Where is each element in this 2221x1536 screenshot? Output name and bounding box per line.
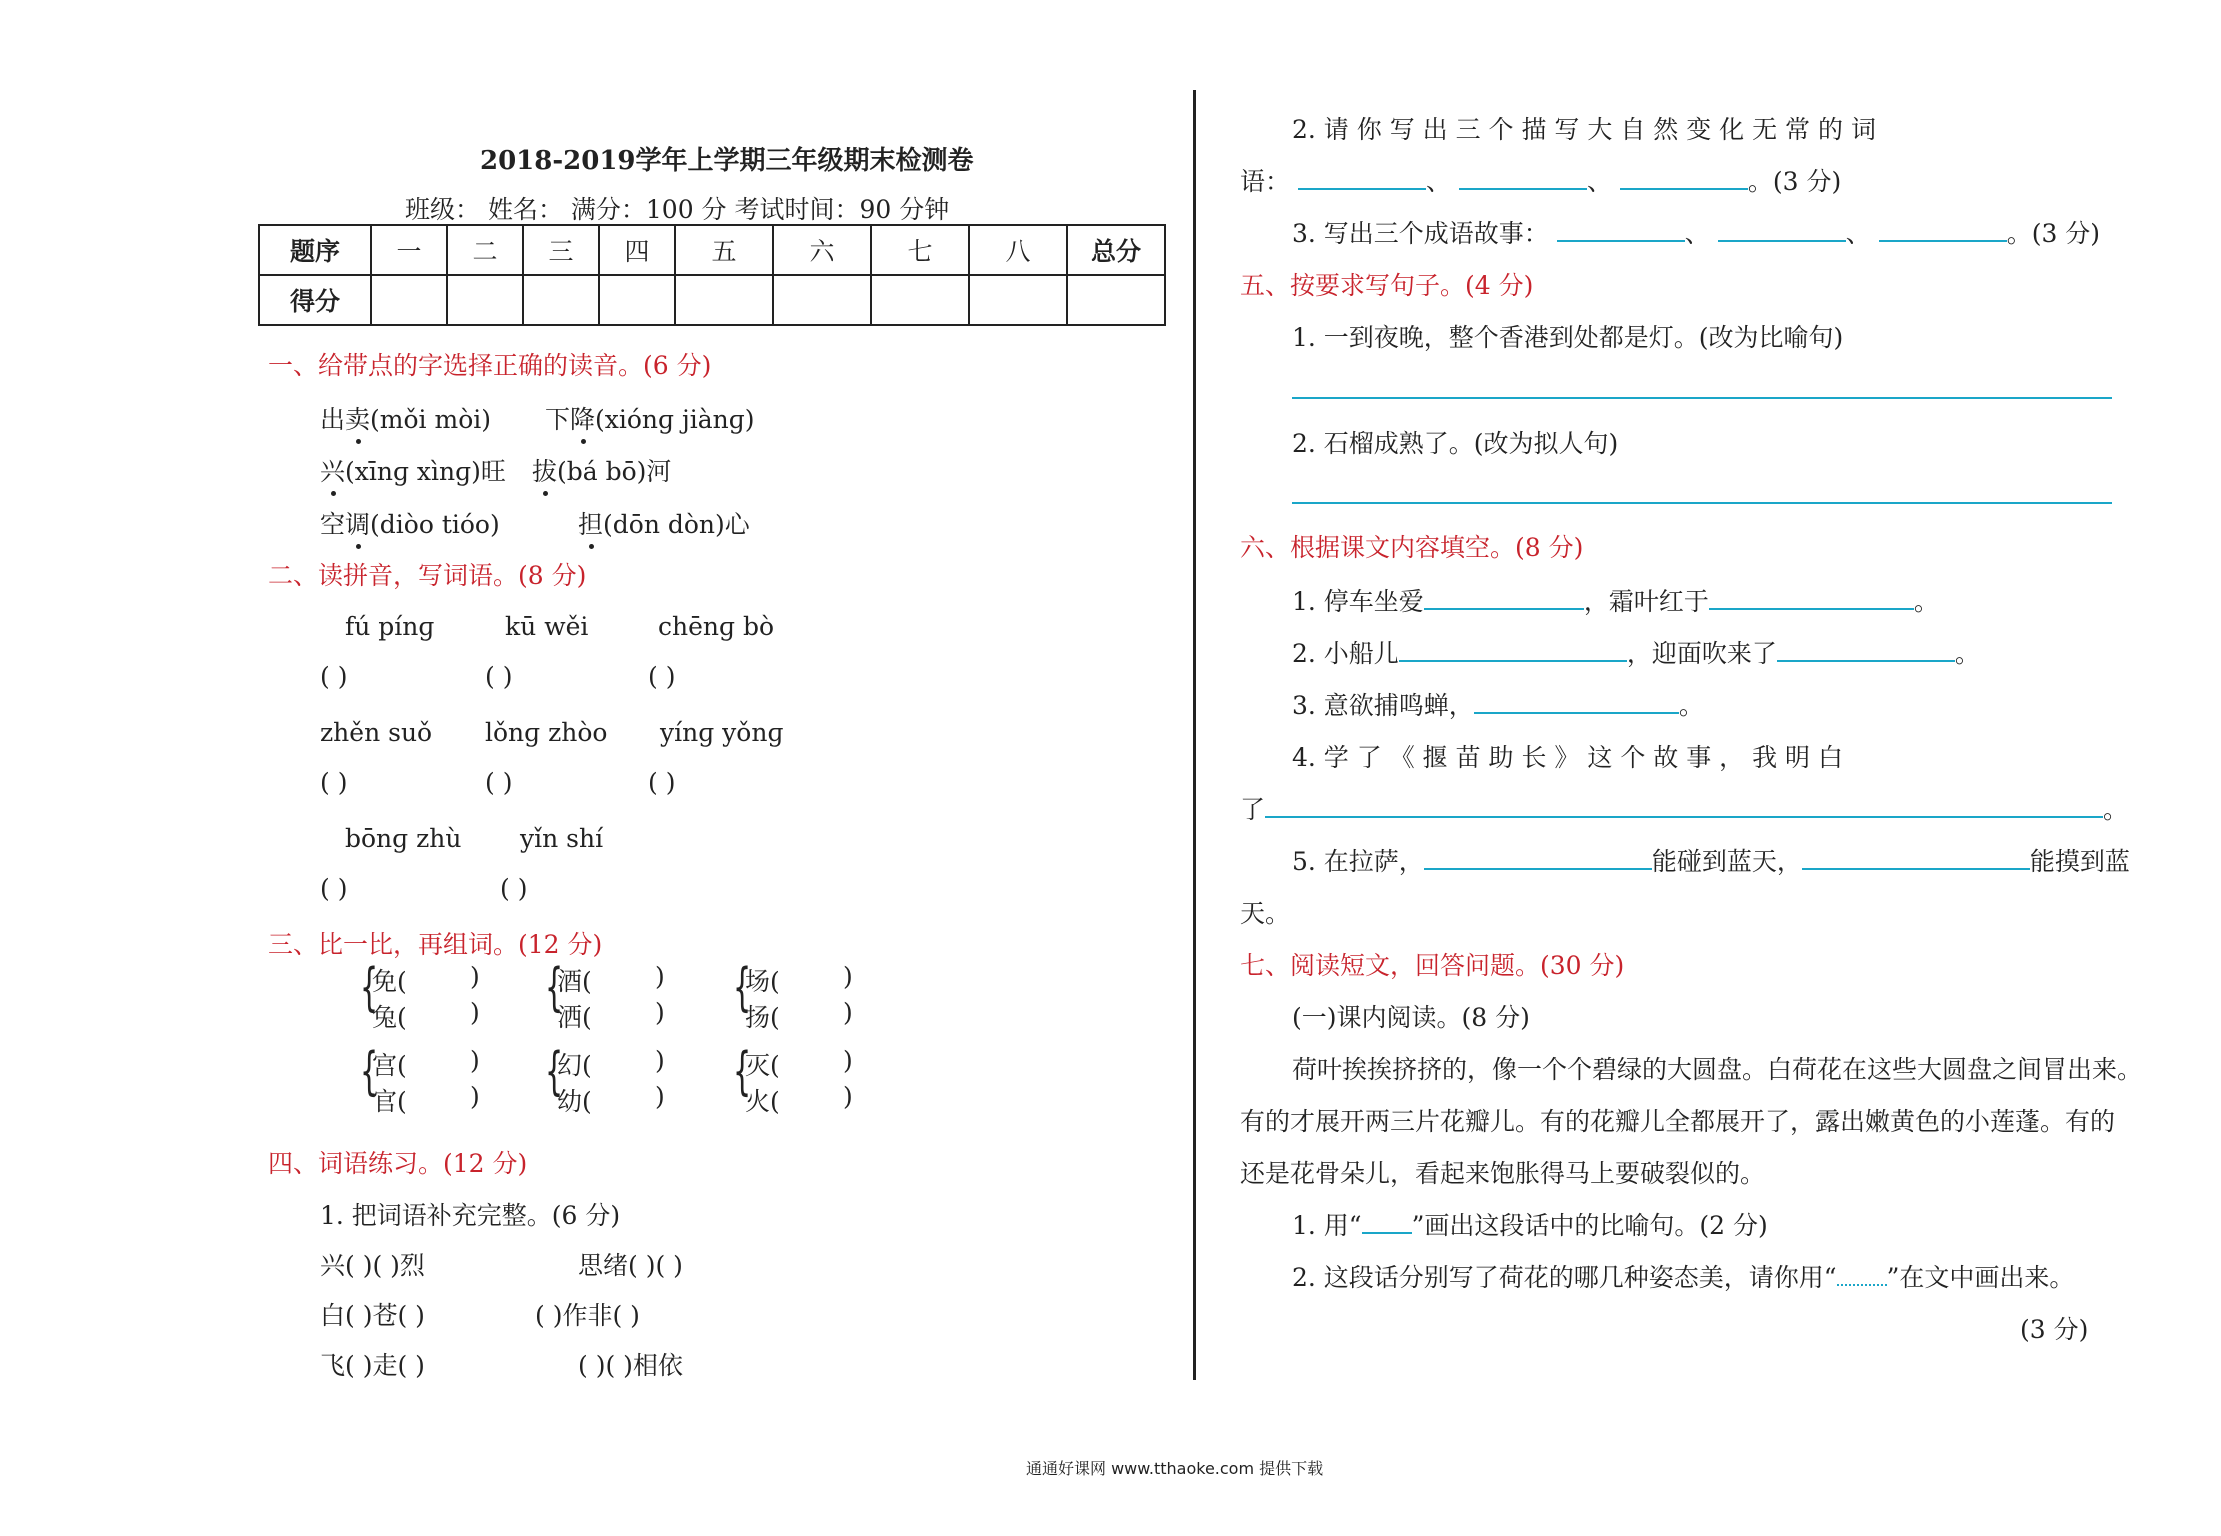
close-paren: )	[470, 962, 480, 991]
compare-char: 火(	[745, 1087, 780, 1116]
close-paren: )	[843, 1046, 853, 1075]
q3-label: 3. 写出三个成语故事：	[1292, 219, 1549, 248]
s7-q1	[1292, 1206, 1768, 1242]
q-text: 3. 意欲捕鸣蝉，	[1292, 691, 1474, 720]
compare-char: 兔(	[372, 1003, 407, 1032]
score-input-cell[interactable]	[969, 275, 1067, 325]
close-paren: )	[655, 1082, 665, 1111]
compare-char: 灭(	[745, 1051, 780, 1080]
s1-options: (xiónɡ jiànɡ)	[595, 405, 755, 434]
section-6-title: 六、根据课文内容填空。(8 分)	[1240, 533, 1584, 562]
s7-q2	[1292, 1258, 2074, 1294]
footer-source: 通通好课网 www.tthaoke.com 提供下载	[1026, 1459, 1324, 1478]
s1-item	[320, 452, 506, 488]
answer-blank[interactable]	[1424, 586, 1584, 610]
answer-paren[interactable]: ( )	[485, 768, 513, 797]
pinyin: chēnɡ bò	[658, 612, 775, 641]
q-text: 了	[1240, 795, 1266, 824]
answer-blank[interactable]	[1709, 586, 1914, 610]
close-paren: )	[843, 998, 853, 1027]
close-paren: )	[843, 1082, 853, 1111]
idiom-fill[interactable]: ( )( )相依	[578, 1351, 683, 1380]
dotted-char: 兴	[320, 452, 345, 488]
score-input-cell[interactable]	[675, 275, 773, 325]
score-input-cell[interactable]	[871, 275, 969, 325]
score-input-cell[interactable]	[523, 275, 599, 325]
section-1-title: 一、给带点的字选择正确的读音。(6 分)	[268, 351, 712, 380]
answer-paren[interactable]: ( )	[320, 662, 348, 691]
q-text: 5. 在拉萨，	[1292, 847, 1424, 876]
close-paren: )	[843, 962, 853, 991]
brace: {	[545, 958, 564, 1018]
q-text: 。	[1954, 639, 1980, 668]
score-header-cell: 一	[371, 225, 447, 275]
score-input-cell[interactable]	[371, 275, 447, 325]
dotted-char: 拔	[532, 452, 557, 488]
answer-paren[interactable]: ( )	[320, 768, 348, 797]
s1-item	[578, 505, 750, 541]
q-text: ”在文中画出来。	[1886, 1263, 2075, 1292]
s6-q2	[1292, 634, 1980, 670]
compare-char: 洒(	[557, 1003, 592, 1032]
score-header-cell: 五	[675, 225, 773, 275]
score-note: 。(3 分)	[2006, 219, 2101, 248]
score-header-cell: 四	[599, 225, 675, 275]
score-header-cell: 总分	[1067, 225, 1165, 275]
compare-char: 扬(	[745, 1003, 780, 1032]
brace: {	[360, 1042, 379, 1102]
answer-blank[interactable]	[1399, 638, 1627, 662]
idiom-fill[interactable]: 兴( )( )烈	[320, 1251, 425, 1280]
answer-blank[interactable]	[1620, 166, 1748, 190]
score-header-cell: 六	[773, 225, 871, 275]
compare-char: 场(	[745, 967, 780, 996]
s1-text: 下	[545, 405, 571, 434]
idiom-fill[interactable]: 飞( )走( )	[320, 1351, 425, 1380]
answer-blank[interactable]	[1718, 218, 1846, 242]
pinyin: bōnɡ zhù	[345, 824, 462, 853]
reading-paragraph: 还是花骨朵儿，看起来饱胀得马上要破裂似的。	[1240, 1159, 1766, 1188]
dotted-char: 卖	[345, 400, 370, 436]
score-header-cell: 二	[447, 225, 523, 275]
s4-sub1: 1. 把词语补充完整。(6 分)	[320, 1201, 621, 1230]
score-header-cell: 八	[969, 225, 1067, 275]
compare-char: 幻(	[557, 1051, 592, 1080]
pinyin: yínɡ yǒnɡ	[660, 718, 784, 747]
pinyin: yǐn shí	[520, 824, 604, 853]
answer-paren[interactable]: ( )	[648, 662, 676, 691]
compare-char: 免(	[372, 967, 407, 996]
q-text: 2. 小船儿	[1292, 639, 1399, 668]
s1-text: 空	[320, 510, 346, 539]
q-text: ，霜叶红于	[1583, 587, 1709, 616]
score-table	[258, 224, 1166, 326]
s7-sub1: (一)课内阅读。(8 分)	[1292, 1003, 1530, 1032]
s6-q1	[1292, 582, 1939, 618]
exam-info: 班级： 姓名： 满分：100 分 考试时间：90 分钟	[405, 195, 950, 224]
score-input-cell[interactable]	[773, 275, 871, 325]
brace: {	[733, 1042, 752, 1102]
answer-paren[interactable]: ( )	[648, 768, 676, 797]
exam-title: 2018-2019学年上学期三年级期末检测卷	[480, 146, 974, 176]
s1-options: (dōn dòn)心	[603, 510, 750, 539]
q-text: ，迎面吹来了	[1626, 639, 1777, 668]
compare-char: 幼(	[557, 1087, 592, 1116]
reading-paragraph: 荷叶挨挨挤挤的，像一个个碧绿的大圆盘。白荷花在这些大圆盘之间冒出来。	[1292, 1055, 2143, 1084]
dotted-char: 降	[570, 400, 595, 436]
answer-line[interactable]	[1292, 502, 2112, 504]
reading-paragraph: 有的才展开两三片花瓣儿。有的花瓣儿全都展开了，露出嫩黄色的小莲蓬。有的	[1240, 1107, 2116, 1136]
score-input-cell[interactable]	[447, 275, 523, 325]
separator: 、	[1845, 219, 1871, 248]
q-text: 2. 这段话分别写了荷花的哪几种姿态美，请你用“	[1292, 1263, 1837, 1292]
answer-paren[interactable]: ( )	[500, 874, 528, 903]
brace: {	[360, 958, 379, 1018]
underline-sample	[1362, 1210, 1412, 1234]
wavy-line-sample	[1837, 1264, 1887, 1286]
answer-blank[interactable]	[1474, 690, 1679, 714]
answer-paren[interactable]: ( )	[320, 874, 348, 903]
score-label-cell: 得分	[259, 275, 371, 325]
score-input-cell[interactable]	[599, 275, 675, 325]
idiom-fill[interactable]: 思绪( )( )	[578, 1251, 683, 1280]
answer-blank[interactable]	[1802, 846, 2030, 870]
score-header-cell: 七	[871, 225, 969, 275]
s4-q2-line1: 2. 请 你 写 出 三 个 描 写 大 自 然 变 化 无 常 的 词	[1292, 115, 1876, 144]
answer-blank[interactable]	[1557, 218, 1685, 242]
q-text: 。	[1913, 587, 1939, 616]
close-paren: )	[655, 998, 665, 1027]
s4-q3	[1292, 214, 2100, 250]
q-text: 。	[1678, 691, 1704, 720]
close-paren: )	[655, 1046, 665, 1075]
q-text: 能碰到蓝天，	[1651, 847, 1802, 876]
score-note: 。(3 分)	[1747, 167, 1842, 196]
brace: {	[545, 1042, 564, 1102]
score-header-cell: 三	[523, 225, 599, 275]
section-5-title: 五、按要求写句子。(4 分)	[1240, 271, 1534, 300]
section-7-title: 七、阅读短文，回答问题。(30 分)	[1240, 951, 1625, 980]
s6-q3	[1292, 686, 1704, 722]
s1-text: 出	[320, 405, 346, 434]
answer-blank[interactable]	[1459, 166, 1587, 190]
brace: {	[733, 958, 752, 1018]
pinyin: lǒnɡ zhòo	[485, 718, 608, 747]
section-2-title: 二、读拼音，写词语。(8 分)	[268, 561, 587, 590]
separator: 、	[1425, 167, 1451, 196]
s7-q2-score: (3 分)	[2020, 1315, 2089, 1344]
s1-item	[545, 400, 755, 436]
close-paren: )	[470, 998, 480, 1027]
separator: 、	[1684, 219, 1710, 248]
idiom-fill[interactable]: 白( )苍( )	[320, 1301, 425, 1330]
s1-options: (mǒi mòi)	[370, 405, 491, 434]
s6-q5-line2: 天。	[1240, 899, 1291, 928]
s5-q2: 2. 石榴成熟了。(改为拟人句)	[1292, 429, 1619, 458]
score-value-row	[259, 275, 1165, 325]
pinyin: kū wěi	[505, 612, 589, 641]
score-header-row	[259, 225, 1165, 275]
answer-blank[interactable]	[1879, 218, 2007, 242]
pinyin: zhěn suǒ	[320, 718, 433, 747]
q-text: 能摸到蓝	[2029, 847, 2130, 876]
q-text: 1. 用“	[1292, 1211, 1362, 1240]
compare-char: 酒(	[557, 967, 592, 996]
answer-blank[interactable]	[1298, 166, 1426, 190]
close-paren: )	[470, 1046, 480, 1075]
section-4-title: 四、词语练习。(12 分)	[268, 1149, 528, 1178]
answer-line[interactable]	[1292, 397, 2112, 399]
s1-item	[320, 400, 491, 436]
score-input-cell[interactable]	[1067, 275, 1165, 325]
answer-blank[interactable]	[1424, 846, 1652, 870]
s6-q5	[1292, 842, 2130, 878]
s5-q1: 1. 一到夜晚，整个香港到处都是灯。(改为比喻句)	[1292, 323, 1844, 352]
separator: 、	[1586, 167, 1612, 196]
answer-blank[interactable]	[1777, 638, 1955, 662]
close-paren: )	[470, 1082, 480, 1111]
s1-item	[532, 452, 671, 488]
compare-char: 宫(	[372, 1051, 407, 1080]
q2-label: 语：	[1240, 167, 1291, 196]
q-text: 。	[2103, 795, 2129, 824]
dotted-char: 担	[578, 505, 603, 541]
compare-char: 官(	[372, 1087, 407, 1116]
s4-q2-line2	[1240, 162, 1841, 198]
s6-q4-line2	[1240, 790, 2128, 826]
q-text: ”画出这段话中的比喻句。(2 分)	[1411, 1211, 1768, 1240]
close-paren: )	[655, 962, 665, 991]
s1-options: (xīnɡ xìnɡ)旺	[345, 457, 506, 486]
s1-options: (diòo tióo)	[370, 510, 500, 539]
answer-paren[interactable]: ( )	[485, 662, 513, 691]
s1-item	[320, 505, 500, 541]
column-divider	[1193, 90, 1196, 1380]
answer-blank[interactable]	[1265, 794, 2103, 818]
dotted-char: 调	[345, 505, 370, 541]
q-text: 1. 停车坐爱	[1292, 587, 1424, 616]
s1-options: (bá bō)河	[557, 457, 672, 486]
idiom-fill[interactable]: ( )作非( )	[535, 1301, 640, 1330]
pinyin: fú pínɡ	[345, 612, 435, 641]
section-3-title: 三、比一比，再组词。(12 分)	[268, 930, 603, 959]
score-header-cell: 题序	[259, 225, 371, 275]
s6-q4-line1: 4. 学 了 《 揠 苗 助 长 》 这 个 故 事 ， 我 明 白	[1292, 743, 1844, 772]
